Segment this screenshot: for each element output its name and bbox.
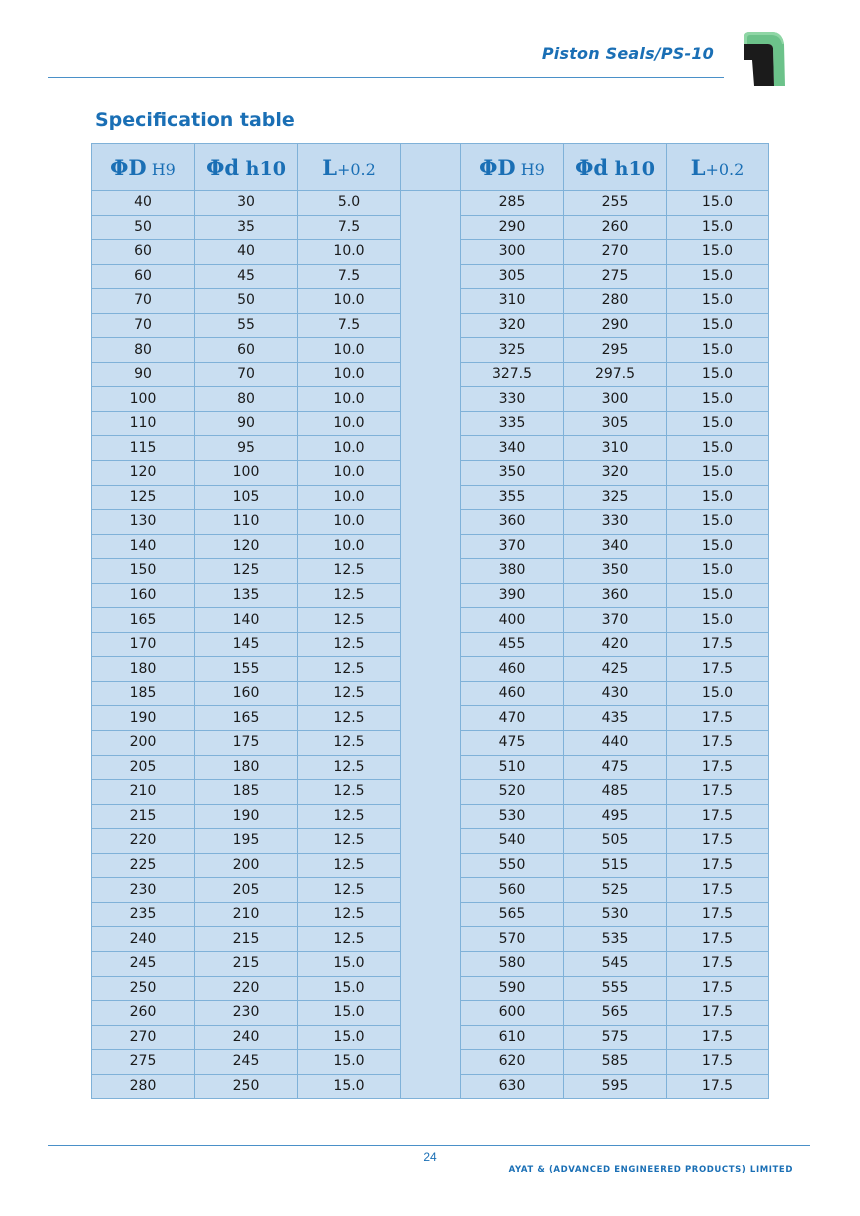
cell-right-outer-diameter: 300 — [461, 240, 564, 265]
cell-left-outer-diameter: 60 — [92, 240, 195, 265]
cell-right-length: 15.0 — [667, 510, 769, 535]
cell-left-outer-diameter: 115 — [92, 436, 195, 461]
cell-left-length: 12.5 — [298, 780, 401, 805]
cell-left-length: 10.0 — [298, 411, 401, 436]
header-inner-diameter-left: Φd h10 — [195, 144, 298, 191]
cell-right-length: 15.0 — [667, 313, 769, 338]
cell-right-length: 15.0 — [667, 411, 769, 436]
cell-right-length: 15.0 — [667, 436, 769, 461]
cell-left-length: 12.5 — [298, 755, 401, 780]
cell-left-length: 12.5 — [298, 583, 401, 608]
cell-left-length: 12.5 — [298, 731, 401, 756]
cell-right-length: 15.0 — [667, 264, 769, 289]
cell-left-length: 15.0 — [298, 1050, 401, 1075]
cell-left-inner-diameter: 125 — [195, 559, 298, 584]
cell-right-length: 15.0 — [667, 191, 769, 216]
cell-left-inner-diameter: 155 — [195, 657, 298, 682]
cell-right-outer-diameter: 550 — [461, 853, 564, 878]
cell-right-outer-diameter: 475 — [461, 731, 564, 756]
cell-right-outer-diameter: 350 — [461, 461, 564, 486]
cell-left-length: 12.5 — [298, 559, 401, 584]
cell-right-inner-diameter: 495 — [564, 804, 667, 829]
cell-right-length: 15.0 — [667, 362, 769, 387]
cell-left-outer-diameter: 165 — [92, 608, 195, 633]
header-inner-diameter-right: Φd h10 — [564, 144, 667, 191]
cell-left-outer-diameter: 260 — [92, 1001, 195, 1026]
cell-left-inner-diameter: 30 — [195, 191, 298, 216]
cell-left-length: 10.0 — [298, 485, 401, 510]
cell-left-outer-diameter: 275 — [92, 1050, 195, 1075]
header-gap — [401, 144, 461, 191]
cell-left-inner-diameter: 55 — [195, 313, 298, 338]
cell-right-outer-diameter: 320 — [461, 313, 564, 338]
cell-left-inner-diameter: 110 — [195, 510, 298, 535]
cell-right-outer-diameter: 340 — [461, 436, 564, 461]
cell-left-length: 15.0 — [298, 1074, 401, 1099]
cell-left-length: 12.5 — [298, 608, 401, 633]
cell-left-outer-diameter: 190 — [92, 706, 195, 731]
cell-right-outer-diameter: 540 — [461, 829, 564, 854]
cell-right-inner-diameter: 280 — [564, 289, 667, 314]
cell-right-outer-diameter: 600 — [461, 1001, 564, 1026]
cell-right-length: 15.0 — [667, 338, 769, 363]
cell-right-length: 17.5 — [667, 731, 769, 756]
cell-left-inner-diameter: 145 — [195, 632, 298, 657]
cell-left-inner-diameter: 105 — [195, 485, 298, 510]
cell-left-inner-diameter: 160 — [195, 681, 298, 706]
cell-right-outer-diameter: 520 — [461, 780, 564, 805]
cell-right-length: 17.5 — [667, 1074, 769, 1099]
section-title: Specification table — [95, 109, 295, 131]
cell-left-length: 10.0 — [298, 436, 401, 461]
cell-left-outer-diameter: 120 — [92, 461, 195, 486]
cell-left-length: 10.0 — [298, 534, 401, 559]
cell-right-inner-diameter: 350 — [564, 559, 667, 584]
cell-right-length: 15.0 — [667, 583, 769, 608]
cell-right-length: 17.5 — [667, 951, 769, 976]
cell-left-inner-diameter: 180 — [195, 755, 298, 780]
cell-left-outer-diameter: 125 — [92, 485, 195, 510]
cell-left-outer-diameter: 205 — [92, 755, 195, 780]
cell-right-inner-diameter: 595 — [564, 1074, 667, 1099]
cell-right-outer-diameter: 560 — [461, 878, 564, 903]
header-length-right: L+0.2 — [667, 144, 769, 191]
cell-right-outer-diameter: 360 — [461, 510, 564, 535]
cell-right-outer-diameter: 460 — [461, 657, 564, 682]
cell-left-outer-diameter: 110 — [92, 411, 195, 436]
cell-right-outer-diameter: 580 — [461, 951, 564, 976]
cell-right-length: 15.0 — [667, 534, 769, 559]
cell-right-length: 17.5 — [667, 853, 769, 878]
cell-left-length: 12.5 — [298, 632, 401, 657]
cell-left-outer-diameter: 150 — [92, 559, 195, 584]
cell-right-outer-diameter: 620 — [461, 1050, 564, 1075]
cell-left-length: 12.5 — [298, 927, 401, 952]
cell-left-inner-diameter: 245 — [195, 1050, 298, 1075]
cell-right-length: 15.0 — [667, 559, 769, 584]
cell-right-inner-diameter: 360 — [564, 583, 667, 608]
cell-right-length: 17.5 — [667, 1001, 769, 1026]
cell-left-outer-diameter: 235 — [92, 902, 195, 927]
cell-left-inner-diameter: 215 — [195, 927, 298, 952]
cell-right-length: 17.5 — [667, 829, 769, 854]
cell-left-inner-diameter: 60 — [195, 338, 298, 363]
cell-left-outer-diameter: 210 — [92, 780, 195, 805]
cell-right-inner-diameter: 297.5 — [564, 362, 667, 387]
header-outer-diameter-right: ΦD H9 — [461, 144, 564, 191]
cell-right-outer-diameter: 370 — [461, 534, 564, 559]
cell-right-inner-diameter: 575 — [564, 1025, 667, 1050]
cell-right-length: 15.0 — [667, 681, 769, 706]
cell-left-inner-diameter: 120 — [195, 534, 298, 559]
cell-left-inner-diameter: 95 — [195, 436, 298, 461]
cell-left-inner-diameter: 205 — [195, 878, 298, 903]
cell-right-inner-diameter: 515 — [564, 853, 667, 878]
cell-right-inner-diameter: 300 — [564, 387, 667, 412]
cell-left-length: 7.5 — [298, 264, 401, 289]
table-header-row — [92, 144, 769, 191]
cell-right-outer-diameter: 335 — [461, 411, 564, 436]
cell-right-inner-diameter: 340 — [564, 534, 667, 559]
cell-right-inner-diameter: 535 — [564, 927, 667, 952]
cell-right-length: 17.5 — [667, 780, 769, 805]
cell-left-inner-diameter: 230 — [195, 1001, 298, 1026]
cell-left-inner-diameter: 90 — [195, 411, 298, 436]
cell-right-inner-diameter: 440 — [564, 731, 667, 756]
cell-left-outer-diameter: 200 — [92, 731, 195, 756]
cell-right-length: 15.0 — [667, 387, 769, 412]
cell-left-inner-diameter: 50 — [195, 289, 298, 314]
cell-right-inner-diameter: 325 — [564, 485, 667, 510]
cell-right-length: 17.5 — [667, 657, 769, 682]
cell-left-outer-diameter: 215 — [92, 804, 195, 829]
cell-left-inner-diameter: 190 — [195, 804, 298, 829]
cell-left-length: 12.5 — [298, 853, 401, 878]
cell-right-outer-diameter: 380 — [461, 559, 564, 584]
cell-left-outer-diameter: 170 — [92, 632, 195, 657]
cell-left-length: 10.0 — [298, 338, 401, 363]
cell-left-length: 12.5 — [298, 829, 401, 854]
cell-left-length: 7.5 — [298, 313, 401, 338]
cell-right-inner-diameter: 305 — [564, 411, 667, 436]
header-outer-diameter-left: ΦD H9 — [92, 144, 195, 191]
cell-right-inner-diameter: 260 — [564, 215, 667, 240]
cell-right-length: 15.0 — [667, 215, 769, 240]
cell-right-length: 17.5 — [667, 976, 769, 1001]
cell-left-inner-diameter: 140 — [195, 608, 298, 633]
cell-left-length: 10.0 — [298, 387, 401, 412]
cell-left-length: 12.5 — [298, 706, 401, 731]
cell-right-outer-diameter: 327.5 — [461, 362, 564, 387]
cell-left-length: 10.0 — [298, 240, 401, 265]
cell-right-length: 15.0 — [667, 485, 769, 510]
cell-right-outer-diameter: 400 — [461, 608, 564, 633]
cell-left-inner-diameter: 250 — [195, 1074, 298, 1099]
cell-right-outer-diameter: 455 — [461, 632, 564, 657]
cell-right-inner-diameter: 295 — [564, 338, 667, 363]
cell-left-inner-diameter: 185 — [195, 780, 298, 805]
cell-right-length: 17.5 — [667, 1050, 769, 1075]
cell-right-inner-diameter: 290 — [564, 313, 667, 338]
specification-table — [91, 143, 769, 1099]
cell-right-length: 17.5 — [667, 927, 769, 952]
cell-right-inner-diameter: 330 — [564, 510, 667, 535]
cell-right-outer-diameter: 285 — [461, 191, 564, 216]
cell-left-inner-diameter: 100 — [195, 461, 298, 486]
header-title: Piston Seals/PS-10 — [541, 44, 714, 63]
cell-right-length: 17.5 — [667, 706, 769, 731]
cell-left-inner-diameter: 135 — [195, 583, 298, 608]
cell-left-inner-diameter: 45 — [195, 264, 298, 289]
cell-right-inner-diameter: 435 — [564, 706, 667, 731]
cell-left-outer-diameter: 140 — [92, 534, 195, 559]
cell-left-length: 15.0 — [298, 1001, 401, 1026]
cell-left-outer-diameter: 60 — [92, 264, 195, 289]
cell-left-outer-diameter: 220 — [92, 829, 195, 854]
cell-right-inner-diameter: 275 — [564, 264, 667, 289]
cell-right-outer-diameter: 355 — [461, 485, 564, 510]
cell-right-outer-diameter: 460 — [461, 681, 564, 706]
cell-left-outer-diameter: 225 — [92, 853, 195, 878]
cell-left-length: 10.0 — [298, 510, 401, 535]
cell-right-inner-diameter: 475 — [564, 755, 667, 780]
cell-left-length: 15.0 — [298, 976, 401, 1001]
cell-left-inner-diameter: 210 — [195, 902, 298, 927]
table-row — [92, 191, 769, 216]
cell-left-inner-diameter: 80 — [195, 387, 298, 412]
cell-right-outer-diameter: 330 — [461, 387, 564, 412]
cell-right-inner-diameter: 270 — [564, 240, 667, 265]
cell-left-length: 12.5 — [298, 804, 401, 829]
cell-right-outer-diameter: 565 — [461, 902, 564, 927]
cell-right-length: 15.0 — [667, 461, 769, 486]
cell-left-inner-diameter: 220 — [195, 976, 298, 1001]
cell-left-outer-diameter: 90 — [92, 362, 195, 387]
cell-left-outer-diameter: 250 — [92, 976, 195, 1001]
table-gap-column — [401, 191, 461, 1099]
cell-left-length: 12.5 — [298, 878, 401, 903]
cell-right-outer-diameter: 470 — [461, 706, 564, 731]
cell-left-length: 7.5 — [298, 215, 401, 240]
header-length-left: L+0.2 — [298, 144, 401, 191]
cell-left-outer-diameter: 130 — [92, 510, 195, 535]
cell-left-length: 10.0 — [298, 362, 401, 387]
cell-right-outer-diameter: 610 — [461, 1025, 564, 1050]
cell-right-outer-diameter: 530 — [461, 804, 564, 829]
cell-right-inner-diameter: 420 — [564, 632, 667, 657]
cell-left-outer-diameter: 50 — [92, 215, 195, 240]
cell-right-length: 17.5 — [667, 755, 769, 780]
cell-left-length: 15.0 — [298, 1025, 401, 1050]
cell-left-outer-diameter: 80 — [92, 338, 195, 363]
cell-right-outer-diameter: 310 — [461, 289, 564, 314]
piston-seal-logo-icon — [738, 30, 786, 88]
cell-left-outer-diameter: 280 — [92, 1074, 195, 1099]
cell-right-inner-diameter: 430 — [564, 681, 667, 706]
cell-right-inner-diameter: 255 — [564, 191, 667, 216]
cell-left-length: 10.0 — [298, 461, 401, 486]
cell-right-outer-diameter: 325 — [461, 338, 564, 363]
cell-right-outer-diameter: 510 — [461, 755, 564, 780]
cell-right-inner-diameter: 585 — [564, 1050, 667, 1075]
cell-left-outer-diameter: 100 — [92, 387, 195, 412]
cell-left-outer-diameter: 240 — [92, 927, 195, 952]
cell-left-length: 5.0 — [298, 191, 401, 216]
cell-left-inner-diameter: 200 — [195, 853, 298, 878]
cell-right-inner-diameter: 545 — [564, 951, 667, 976]
cell-left-inner-diameter: 165 — [195, 706, 298, 731]
cell-right-inner-diameter: 370 — [564, 608, 667, 633]
company-name: AYAT & (ADVANCED ENGINEERED PRODUCTS) LIMITED — [508, 1165, 793, 1175]
cell-left-length: 12.5 — [298, 681, 401, 706]
cell-right-inner-diameter: 320 — [564, 461, 667, 486]
cell-right-outer-diameter: 630 — [461, 1074, 564, 1099]
cell-right-length: 17.5 — [667, 1025, 769, 1050]
cell-left-outer-diameter: 40 — [92, 191, 195, 216]
cell-left-outer-diameter: 230 — [92, 878, 195, 903]
cell-left-length: 12.5 — [298, 657, 401, 682]
page-number: 24 — [423, 1150, 437, 1164]
cell-right-inner-diameter: 425 — [564, 657, 667, 682]
cell-left-inner-diameter: 35 — [195, 215, 298, 240]
cell-left-inner-diameter: 195 — [195, 829, 298, 854]
cell-right-length: 15.0 — [667, 608, 769, 633]
cell-right-inner-diameter: 530 — [564, 902, 667, 927]
cell-left-outer-diameter: 185 — [92, 681, 195, 706]
cell-left-inner-diameter: 40 — [195, 240, 298, 265]
cell-left-inner-diameter: 175 — [195, 731, 298, 756]
cell-left-length: 15.0 — [298, 951, 401, 976]
cell-left-outer-diameter: 245 — [92, 951, 195, 976]
cell-right-outer-diameter: 290 — [461, 215, 564, 240]
cell-right-outer-diameter: 590 — [461, 976, 564, 1001]
cell-right-inner-diameter: 505 — [564, 829, 667, 854]
cell-right-inner-diameter: 310 — [564, 436, 667, 461]
cell-left-inner-diameter: 215 — [195, 951, 298, 976]
cell-left-length: 12.5 — [298, 902, 401, 927]
cell-right-outer-diameter: 305 — [461, 264, 564, 289]
cell-left-outer-diameter: 180 — [92, 657, 195, 682]
cell-right-inner-diameter: 525 — [564, 878, 667, 903]
cell-left-inner-diameter: 240 — [195, 1025, 298, 1050]
cell-right-length: 17.5 — [667, 878, 769, 903]
cell-left-inner-diameter: 70 — [195, 362, 298, 387]
footer-divider — [48, 1145, 810, 1146]
cell-left-outer-diameter: 70 — [92, 313, 195, 338]
cell-right-inner-diameter: 485 — [564, 780, 667, 805]
cell-left-length: 10.0 — [298, 289, 401, 314]
table-body — [92, 191, 769, 1099]
cell-right-length: 17.5 — [667, 632, 769, 657]
cell-right-inner-diameter: 565 — [564, 1001, 667, 1026]
cell-right-length: 15.0 — [667, 240, 769, 265]
cell-right-length: 17.5 — [667, 804, 769, 829]
cell-right-outer-diameter: 390 — [461, 583, 564, 608]
cell-left-outer-diameter: 70 — [92, 289, 195, 314]
cell-left-outer-diameter: 270 — [92, 1025, 195, 1050]
header-divider — [48, 77, 724, 78]
cell-right-outer-diameter: 570 — [461, 927, 564, 952]
cell-right-length: 17.5 — [667, 902, 769, 927]
cell-right-inner-diameter: 555 — [564, 976, 667, 1001]
cell-right-length: 15.0 — [667, 289, 769, 314]
cell-left-outer-diameter: 160 — [92, 583, 195, 608]
